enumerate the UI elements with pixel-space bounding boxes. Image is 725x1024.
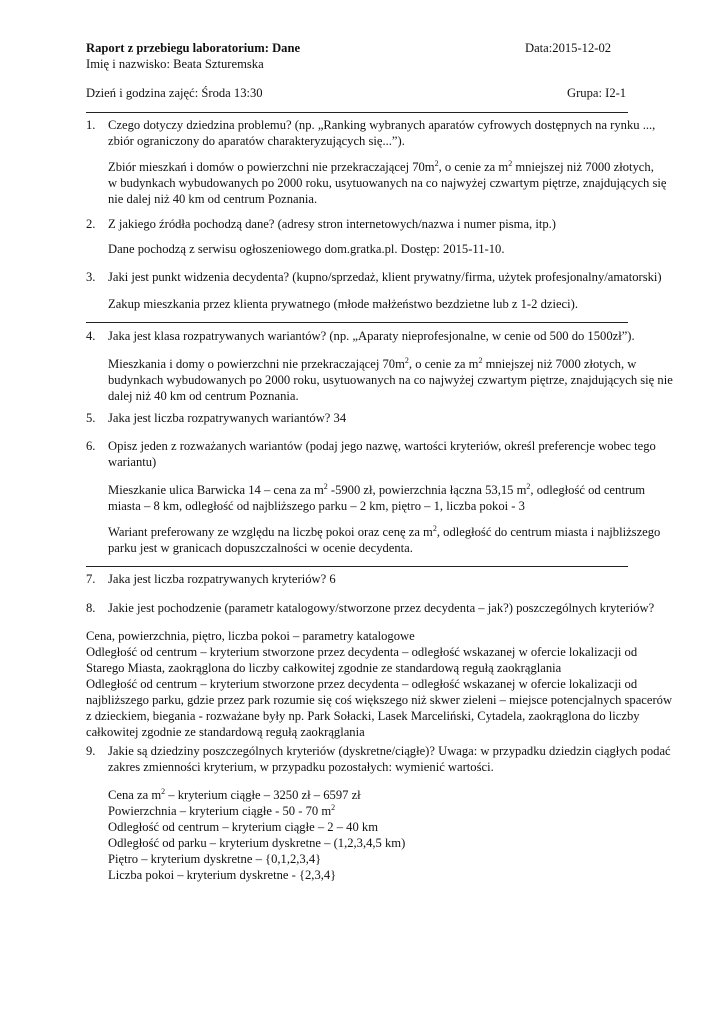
question-5-text: Jaka jest liczba rozpatrywanych wariantów? 34	[108, 411, 347, 425]
question-3-text: Jaki jest punkt widzenia decydenta? (kupno/sprzedaż, klient prywatny/firma, użytek profesjonalny/amatorski)	[108, 270, 662, 284]
answer-1-line: w budynkach wybudowanych po 2000 roku, usytuowanych na co najwyżej czwartym piętrze, znajdujących się	[108, 176, 667, 190]
answer-8-line: Odległość od centrum – kryterium stworzone przez decydenta – odległość wskazanej w ofercie lokalizacji od	[86, 645, 638, 659]
question-number: 5.	[86, 411, 96, 425]
criterion-domain-line: Piętro – kryterium dyskretne – {0,1,2,3,4}	[108, 852, 322, 866]
answer-3-text: Zakup mieszkania przez klienta prywatnego (młode małżeństwo bezdzietne lub z 1-2 dzieci).	[108, 297, 578, 311]
question-8-text: Jakie jest pochodzenie (parametr katalogowy/stworzone przez decydenta – jak?) poszczególnych kryteriów?	[108, 601, 655, 615]
answer-8-line: całkowitej zgodnie ze standardową regułą zaokrąglania	[86, 725, 365, 739]
answer-6-line: parku jest w granicach dopuszczalności w ocenie decydenta.	[108, 541, 413, 555]
question-9-text-cont: zakres zmienności kryterium, w przypadku pozostałych: wymienić wartości.	[108, 760, 494, 774]
divider	[86, 112, 628, 113]
question-number: 9.	[86, 744, 96, 758]
report-title: Raport z przebiegu laboratorium: Dane	[86, 41, 301, 55]
answer-6-line: Wariant preferowany ze względu na liczbę pokoi oraz cenę za $m^2$, odległość do centrum miasta i najbliższego	[108, 524, 661, 539]
question-4-text: Jaka jest klasa rozpatrywanych wariantów? (np. „Aparaty nieprofesjonalne, w cenie od 500 do 1500zł”).	[108, 329, 635, 343]
answer-6-line: Mieszkanie ulica Barwicka 14 – cena za $m^2$ -5900 zł, powierzchnia łączna 53,15 $m^2$, odległość od centrum	[108, 482, 646, 497]
answer-6-line: miasta – 8 km, odległość od najbliższego parku – 2 km, piętro – 1, liczba pokoi - 3	[108, 499, 525, 513]
answer-2-text: Dane pochodzą z serwisu ogłoszeniowego dom.gratka.pl. Dostęp: 2015-11-10.	[108, 242, 505, 256]
answer-8-line: Cena, powierzchnia, piętro, liczba pokoi – parametry katalogowe	[86, 629, 415, 643]
question-6-text-cont: wariantu)	[108, 455, 157, 469]
answer-8-line: Odległość od centrum – kryterium stworzone przez decydenta – odległość wskazanej w ofercie lokalizacji od	[86, 677, 638, 691]
question-number: 3.	[86, 270, 96, 284]
question-number: 6.	[86, 439, 96, 453]
question-number: 7.	[86, 572, 96, 586]
question-number: 4.	[86, 329, 96, 343]
answer-8-line: Starego Miasta, zaokrąglona do liczby całkowitej zgodnie ze standardową regułą zaokrąglania	[86, 661, 562, 675]
question-7-text: Jaka jest liczba rozpatrywanych kryteriów? 6	[108, 572, 336, 586]
criterion-domain-line: Odległość od parku – kryterium dyskretne – (1,2,3,4,5 km)	[108, 836, 406, 850]
question-2-text: Z jakiego źródła pochodzą dane? (adresy stron internetowych/nazwa i numer pisma, itp.)	[108, 217, 556, 231]
answer-8-line: najbliższego parku, gdzie przez park rozumie się coś większego niż skwer zieleni – miejsce potencjalnych spacerów	[86, 693, 673, 707]
criterion-domain-line: Odległość od centrum – kryterium ciągłe – 2 – 40 km	[108, 820, 379, 834]
report-date: Data:2015-12-02	[525, 41, 612, 55]
question-9-text: Jakie są dziedziny poszczególnych kryteriów (dyskretne/ciągłe)? Uwaga: w przypadku dziedzin ciągłych podać	[108, 744, 671, 758]
criterion-domain-line: Cena za $m^2$ – kryterium ciągłe – 3250 zł – 6597 zł	[108, 787, 361, 802]
answer-4-line: dalej niż 40 km od centrum Poznania.	[108, 389, 299, 403]
group-label: Grupa: I2-1	[567, 86, 627, 100]
answer-1-line: nie dalej niż 40 km od centrum Poznania.	[108, 192, 318, 206]
divider	[86, 566, 628, 567]
question-number: 8.	[86, 601, 96, 615]
answer-4-line: Mieszkania i domy o powierzchni nie przekraczającej $70m^2$, o cenie za $m^2$ mniejszej niż 7000 złotych, w	[108, 356, 637, 371]
divider	[86, 322, 628, 323]
class-day-time: Dzień i godzina zajęć: Środa 13:30	[86, 86, 263, 100]
question-number: 2.	[86, 217, 96, 231]
author-name: Imię i nazwisko: Beata Szturemska	[86, 57, 264, 71]
question-1-text: Czego dotyczy dziedzina problemu? (np. „Ranking wybranych aparatów cyfrowych dostępnych na rynku ...,	[108, 118, 656, 132]
question-number: 1.	[86, 118, 96, 132]
answer-8-line: z dzieckiem, biegania - rozważane były np. Park Sołacki, Lasek Marceliński, Cytadela, zaokrąglona do liczby	[86, 709, 640, 723]
answer-1-line: Zbiór mieszkań i domów o powierzchni nie przekraczającej $70m^2$, o cenie za $m^2$ mniejszej niż 7000 złotych,	[108, 159, 654, 174]
question-1-text-cont: zbiór ograniczony do aparatów charakteryzujących się...”).	[108, 134, 405, 148]
criterion-domain-line: Liczba pokoi – kryterium dyskretne - {2,3,4}	[108, 868, 337, 882]
question-6-text: Opisz jeden z rozważanych wariantów (podaj jego nazwę, wartości kryteriów, określ preferencje wobec tego	[108, 439, 656, 453]
criterion-domain-line: Powierzchnia – kryterium ciągłe - 50 - 70 $m^2$	[108, 803, 336, 818]
answer-4-line: budynkach wybudowanych po 2000 roku, usytuowanych na co najwyżej czwartym piętrze, znajdujących się nie	[108, 373, 673, 387]
